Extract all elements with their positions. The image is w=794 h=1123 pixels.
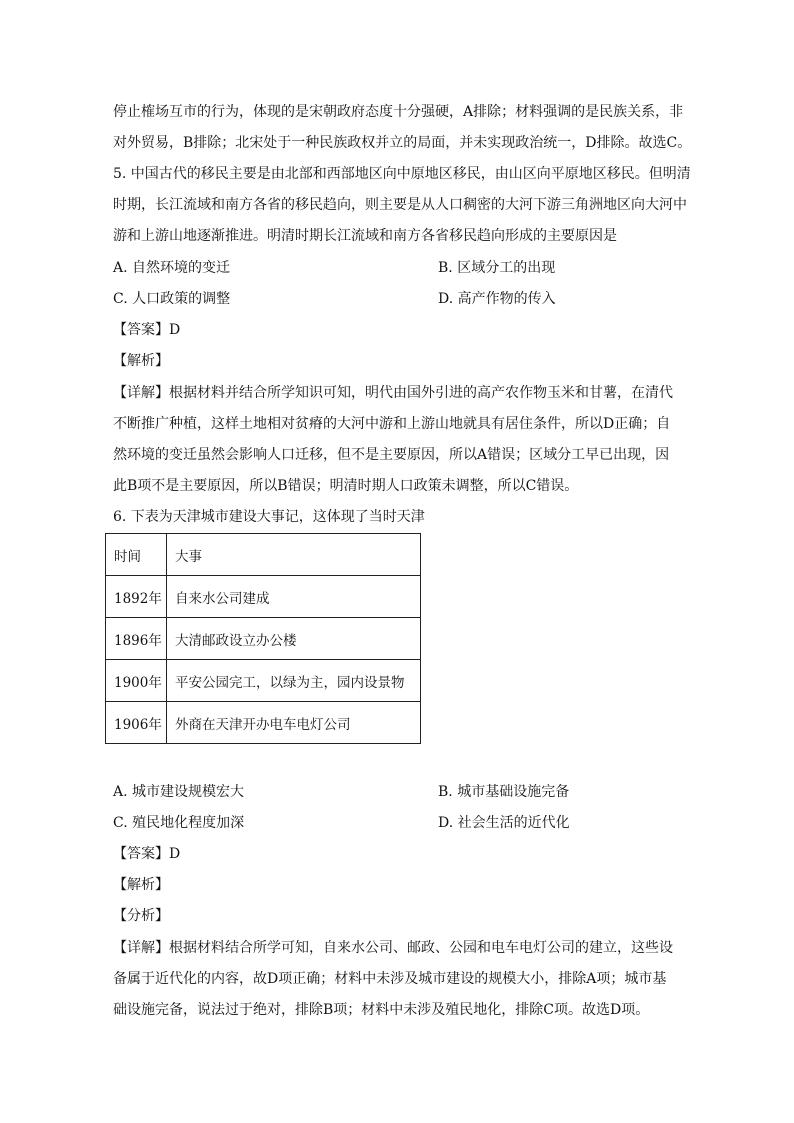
q5-answer: 【答案】D: [113, 322, 181, 338]
table-cell-event: 外商在天津开办电车电灯公司: [167, 702, 421, 744]
q6-detail-line-2: 备属于近代化的内容，故D项正确；材料中未涉及城市建设的规模大小，排除A项；城市基: [113, 971, 667, 987]
q5-option-b: B. 区域分工的出现: [438, 260, 556, 276]
table-cell-year: 1906年: [106, 702, 167, 744]
q5-detail-line-1: 【详解】根据材料并结合所学知识可知，明代由国外引进的高产农作物玉米和甘薯，在清代: [113, 385, 673, 401]
q5-stem-line-1: 5. 中国古代的移民主要是由北部和西部地区向中原地区移民，由山区向平原地区移民。但明清: [113, 166, 691, 182]
q4-explanation-line-1: 停止榷场互市的行为，体现的是宋朝政府态度十分强硬，A排除；材料强调的是民族关系，非: [113, 104, 684, 120]
table-cell-year: 1892年: [106, 576, 167, 618]
q5-option-c: C. 人口政策的调整: [113, 291, 231, 307]
q5-analysis-label: 【解析】: [113, 353, 169, 369]
table-row: [106, 660, 421, 702]
table-cell-event: 平安公园完工，以绿为主，园内设景物: [167, 660, 421, 702]
table-row: [106, 702, 421, 744]
q6-option-d: D. 社会生活的近代化: [438, 815, 570, 831]
q6-detail-line-3: 础设施完备，说法过于绝对，排除B项；材料中未涉及殖民地化，排除C项。故选D项。: [113, 1002, 650, 1018]
q6-option-b: B. 城市基础设施完备: [438, 784, 570, 800]
q6-option-c: C. 殖民地化程度加深: [113, 815, 245, 831]
table-header-cell: 时间: [106, 534, 167, 576]
table-header-row: [106, 534, 421, 576]
q5-detail-line-4: 此B项不是主要原因，所以B错误；明清时期人口政策未调整，所以C错误。: [113, 478, 579, 494]
q6-detail-line-1: 【详解】根据材料结合所学可知，自来水公司、邮政、公园和电车电灯公司的建立，这些设: [113, 940, 673, 956]
q5-stem-line-3: 游和上游山地逐渐推进。明清时期长江流域和南方各省移民趋向形成的主要原因是: [113, 228, 617, 244]
q4-explanation-line-2: 对外贸易，B排除；北宋处于一种民族政权并立的局面，并未实现政治统一，D排除。故选C。: [113, 135, 692, 151]
q6-option-a: A. 城市建设规模宏大: [113, 784, 245, 800]
table-cell-year: 1900年: [106, 660, 167, 702]
q5-option-a: A. 自然环境的变迁: [113, 260, 231, 276]
q6-fenxi-label: 【分析】: [113, 908, 169, 924]
table-cell-event: 自来水公司建成: [167, 576, 421, 618]
q5-stem-line-2: 时期，长江流域和南方各省的移民趋向，则主要是从人口稠密的大河下游三角洲地区向大河中: [113, 197, 687, 213]
q6-answer: 【答案】D: [113, 846, 181, 862]
table-row: [106, 576, 421, 618]
q5-option-d: D. 高产作物的传入: [438, 291, 556, 307]
table-cell-year: 1896年: [106, 618, 167, 660]
table-header-cell: 大事: [167, 534, 421, 576]
q5-detail-line-2: 不断推广种植，这样土地相对贫瘠的大河中游和上游山地就具有居住条件，所以D正确；自: [113, 416, 671, 432]
q5-detail-line-3: 然环境的变迁虽然会影响人口迁移，但不是主要原因，所以A错误；区域分工早已出现，因: [113, 447, 670, 463]
table-row: [106, 618, 421, 660]
q6-stem: 6. 下表为天津城市建设大事记，这体现了当时天津: [113, 509, 425, 525]
q6-analysis-label: 【解析】: [113, 877, 169, 893]
table-cell-event: 大清邮政设立办公楼: [167, 618, 421, 660]
tianjin-events-table: [105, 533, 421, 744]
